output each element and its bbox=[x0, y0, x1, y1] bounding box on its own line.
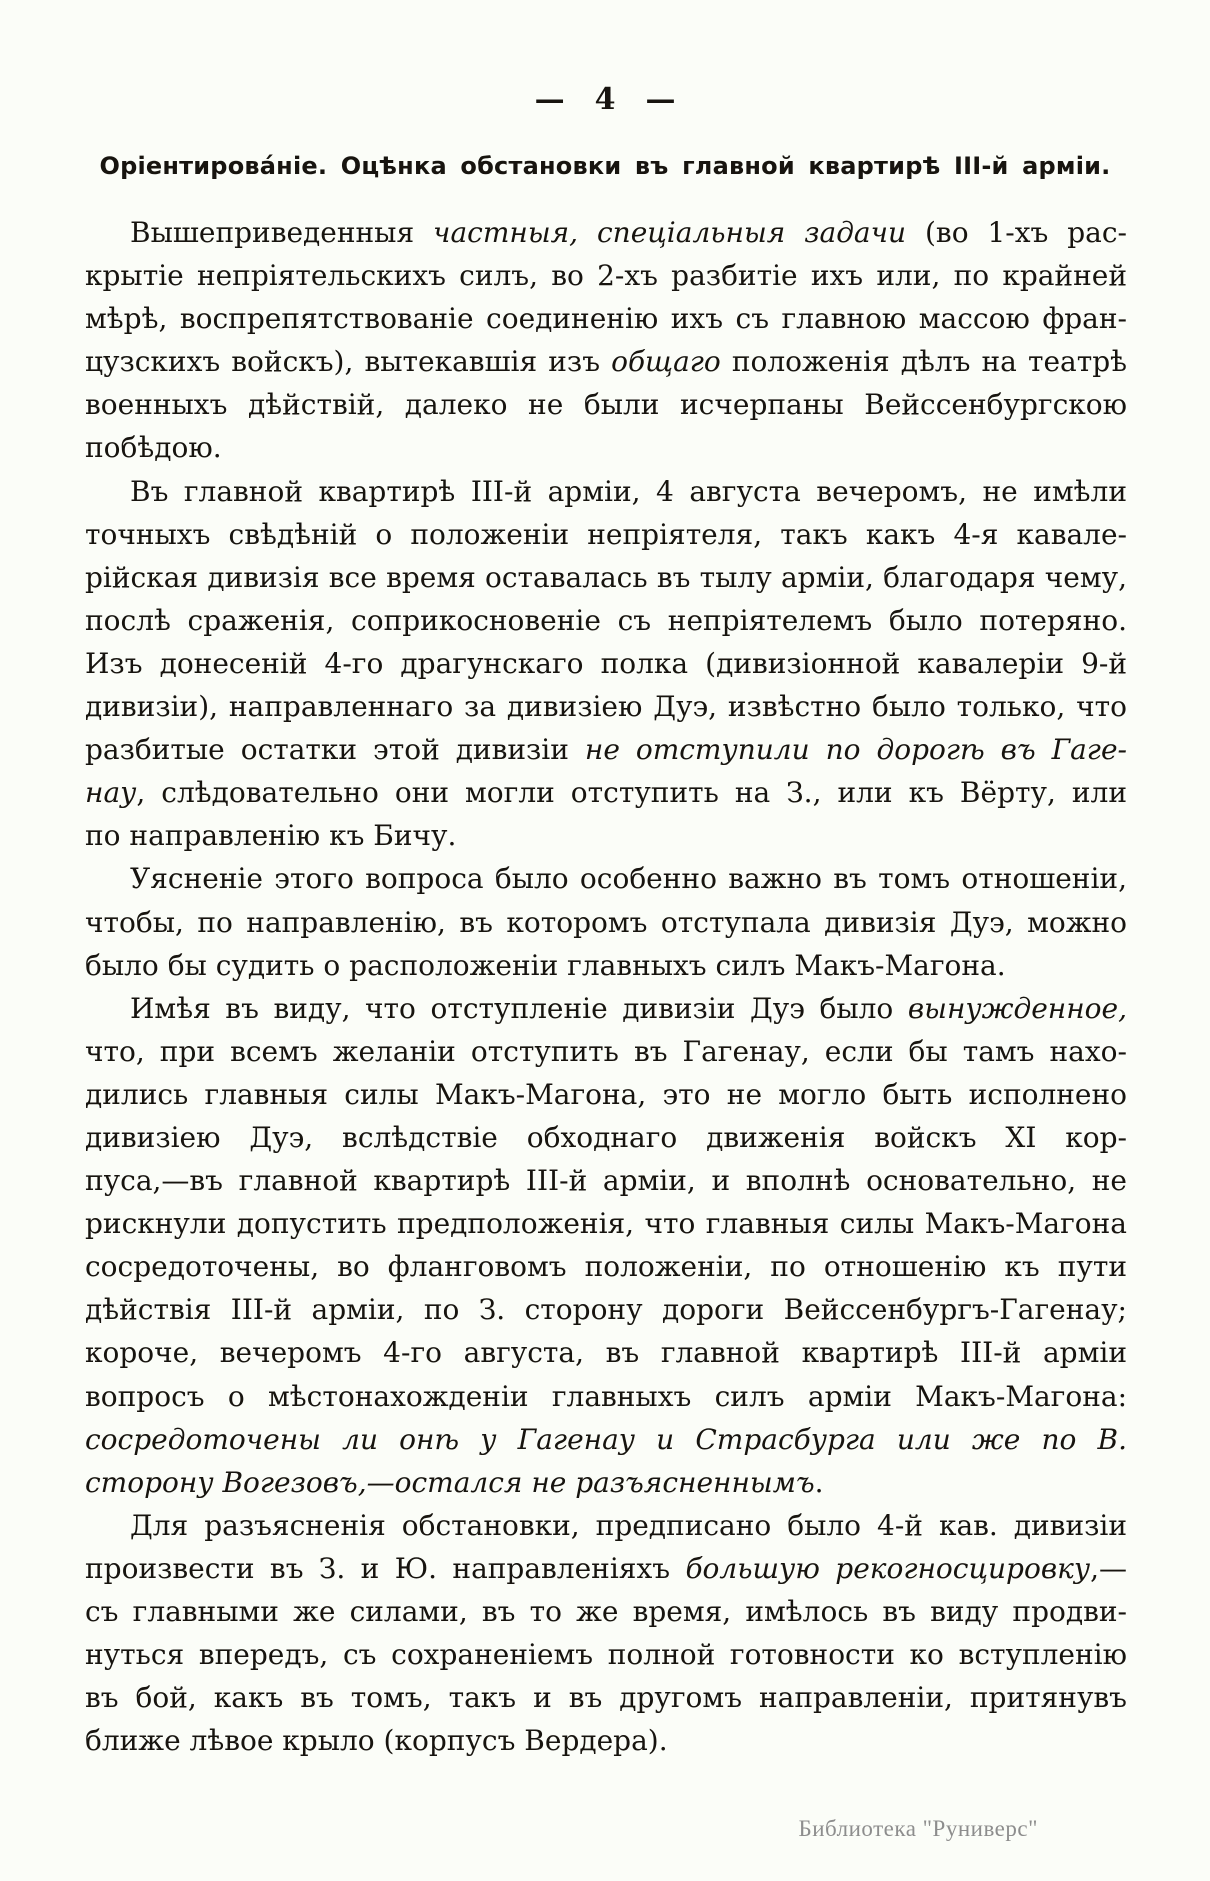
text-line bbox=[85, 383, 1127, 426]
text-line bbox=[85, 513, 1127, 556]
text-line bbox=[85, 1288, 1127, 1331]
text-line bbox=[85, 987, 1127, 1030]
paragraph bbox=[85, 1504, 1127, 1763]
text-segment: въ бой, какъ въ томъ, такъ и въ другомъ направленіи, притянувъ bbox=[85, 1681, 1127, 1715]
text-segment: чтобы, по направленію, въ которомъ отступала дивизія Дуэ, можно bbox=[85, 905, 1127, 939]
text-segment: короче, вечеромъ 4-го августа, въ главной квартирѣ III-й арміи bbox=[85, 1336, 1127, 1370]
text-segment: . bbox=[814, 1465, 824, 1499]
text-segment: по направленію къ Бичу. bbox=[85, 819, 457, 853]
italic-text-segment: частныя, спеціальныя задачи bbox=[433, 216, 907, 249]
page-number-dash-left: — bbox=[534, 82, 565, 117]
text-line bbox=[85, 771, 1127, 814]
text-segment: рискнули допустить предположенія, что главныя силы Макъ-Магона bbox=[85, 1207, 1127, 1241]
text-line bbox=[85, 1159, 1127, 1202]
text-line bbox=[85, 1418, 1127, 1461]
text-line bbox=[85, 556, 1127, 599]
text-segment: Уясненіе этого вопроса было особенно важно въ томъ отношеніи, bbox=[130, 862, 1127, 896]
text-segment: дивизіи), направленнаго за дивизіею Дуэ, извѣстно было только, что bbox=[85, 690, 1127, 724]
text-line bbox=[85, 211, 1127, 254]
text-line bbox=[85, 599, 1127, 642]
text-segment: произвести въ З. и Ю. направленіяхъ bbox=[85, 1551, 686, 1585]
text-segment: , слѣдовательно они могли отступить на З., или къ Вёрту, или bbox=[136, 776, 1127, 810]
text-segment: побѣдою. bbox=[85, 431, 222, 465]
text-line bbox=[85, 685, 1127, 728]
text-line bbox=[85, 1073, 1127, 1116]
text-line bbox=[85, 642, 1127, 685]
text-segment: мѣрѣ, воспрепятствованіе соединенію ихъ съ главною массою фран- bbox=[85, 302, 1127, 336]
text-line bbox=[85, 1116, 1127, 1159]
paragraph bbox=[85, 211, 1127, 470]
text-segment: вопросъ о мѣстонахожденіи главныхъ силъ арміи Макъ-Магона: bbox=[85, 1379, 1127, 1413]
text-segment: нуться впередъ, съ сохраненіемъ полной готовности ко вступленію bbox=[85, 1638, 1127, 1672]
text-segment: сосредоточены, во фланговомъ положеніи, по отношенію къ пути bbox=[85, 1250, 1127, 1284]
text-segment: положенія дѣлъ на театрѣ bbox=[720, 345, 1128, 379]
text-line bbox=[85, 340, 1127, 383]
paragraph bbox=[85, 857, 1127, 986]
page-number-line bbox=[0, 82, 1210, 117]
text-segment: Изъ донесеній 4-го драгунскаго полка (дивизіонной кавалеріи 9-й bbox=[85, 646, 1127, 680]
text-line bbox=[85, 1202, 1127, 1245]
text-segment: было бы судить о расположеніи главныхъ силъ Макъ-Магона. bbox=[85, 948, 1006, 982]
text-line bbox=[85, 1030, 1127, 1073]
text-segment: Въ главной квартирѣ III-й арміи, 4 августа вечеромъ, не имѣли bbox=[130, 474, 1127, 508]
text-line bbox=[85, 1245, 1127, 1288]
section-heading: Оріентирова́ніе. Оцѣнка обстановки въ главной квартирѣ III-й арміи. bbox=[99, 152, 1111, 180]
page-number-dash-right: — bbox=[645, 82, 676, 117]
text-line bbox=[85, 1590, 1127, 1633]
text-segment: послѣ сраженія, соприкосновеніе съ непріятелемъ было потеряно. bbox=[85, 603, 1127, 637]
text-line bbox=[85, 1504, 1127, 1547]
text-segment: дивизіею Дуэ, вслѣдствіе обходнаго движенія войскъ XI кор- bbox=[85, 1120, 1127, 1154]
text-line bbox=[85, 1375, 1127, 1418]
text-segment: Имѣя въ виду, что отступленіе дивизіи Дуэ было bbox=[130, 991, 908, 1025]
text-segment: точныхъ свѣдѣній о положеніи непріятеля, такъ какъ 4-я кавале- bbox=[85, 517, 1127, 551]
text-segment: дѣйствія III-й арміи, по З. сторону дороги Вейссенбургъ-Гагенау; bbox=[85, 1293, 1127, 1327]
text-segment: ближе лѣвое крыло (корпусъ Вердера). bbox=[85, 1724, 668, 1758]
text-line bbox=[85, 857, 1127, 900]
italic-text-segment: сосредоточены ли онѣ у Гагенау и Страсбурга или же по В. bbox=[85, 1422, 1127, 1456]
paragraph bbox=[85, 470, 1127, 858]
text-segment: (во 1-хъ рас- bbox=[906, 216, 1128, 249]
text-segment: цузскихъ войскъ), вытекавшія изъ bbox=[85, 345, 612, 379]
text-line bbox=[85, 1719, 1127, 1762]
italic-text-segment: вынужденное, bbox=[907, 991, 1127, 1025]
paragraph bbox=[85, 987, 1127, 1504]
text-line bbox=[85, 1547, 1127, 1590]
text-segment: пуса,—въ главной квартирѣ III-й арміи, и вполнѣ основательно, не bbox=[85, 1164, 1127, 1198]
text-line bbox=[85, 470, 1127, 513]
italic-text-segment: сторону Вогезовъ,—остался не разъясненнымъ bbox=[85, 1465, 815, 1499]
text-segment: Для разъясненія обстановки, предписано было 4-й кав. дивизіи bbox=[130, 1508, 1127, 1542]
text-segment: что, при всемъ желаніи отступить въ Гагенау, если бы тамъ нахо- bbox=[85, 1034, 1127, 1068]
text-segment: военныхъ дѣйствій, далеко не были исчерпаны Вейссенбургскою bbox=[85, 388, 1127, 422]
text-line bbox=[85, 728, 1127, 771]
text-line bbox=[85, 814, 1127, 857]
text-segment: съ главными же силами, въ то же время, имѣлось въ виду продви- bbox=[85, 1595, 1127, 1628]
text-line bbox=[85, 1461, 1127, 1504]
text-line bbox=[85, 1676, 1127, 1719]
text-line bbox=[85, 254, 1127, 297]
body-text bbox=[85, 211, 1127, 1762]
text-line bbox=[85, 901, 1127, 944]
text-line bbox=[85, 1331, 1127, 1374]
text-line bbox=[85, 297, 1127, 340]
text-line bbox=[85, 1633, 1127, 1676]
italic-text-segment: большую рекогносцировку bbox=[685, 1551, 1091, 1585]
text-segment: разбитые остатки этой дивизіи bbox=[85, 733, 585, 767]
text-line bbox=[85, 426, 1127, 469]
italic-text-segment: не отступили по дорогѣ въ Гаге- bbox=[584, 733, 1127, 767]
text-segment: Вышеприведенныя bbox=[130, 216, 434, 249]
text-line bbox=[85, 944, 1127, 987]
italic-text-segment: нау bbox=[85, 776, 137, 810]
text-segment: крытіе непріятельскихъ силъ, во 2-хъ разбитіе ихъ или, по крайней bbox=[85, 259, 1127, 293]
text-segment: ,— bbox=[1090, 1551, 1127, 1585]
text-segment: дились главныя силы Макъ-Магона, это не могло быть исполнено bbox=[85, 1077, 1127, 1111]
text-segment: рійская дивизія все время оставалась въ тылу арміи, благодаря чему, bbox=[85, 560, 1127, 594]
library-watermark: Библиотека "Руниверс" bbox=[798, 1816, 1038, 1841]
italic-text-segment: общаго bbox=[611, 345, 721, 379]
page-number: 4 bbox=[594, 82, 616, 117]
